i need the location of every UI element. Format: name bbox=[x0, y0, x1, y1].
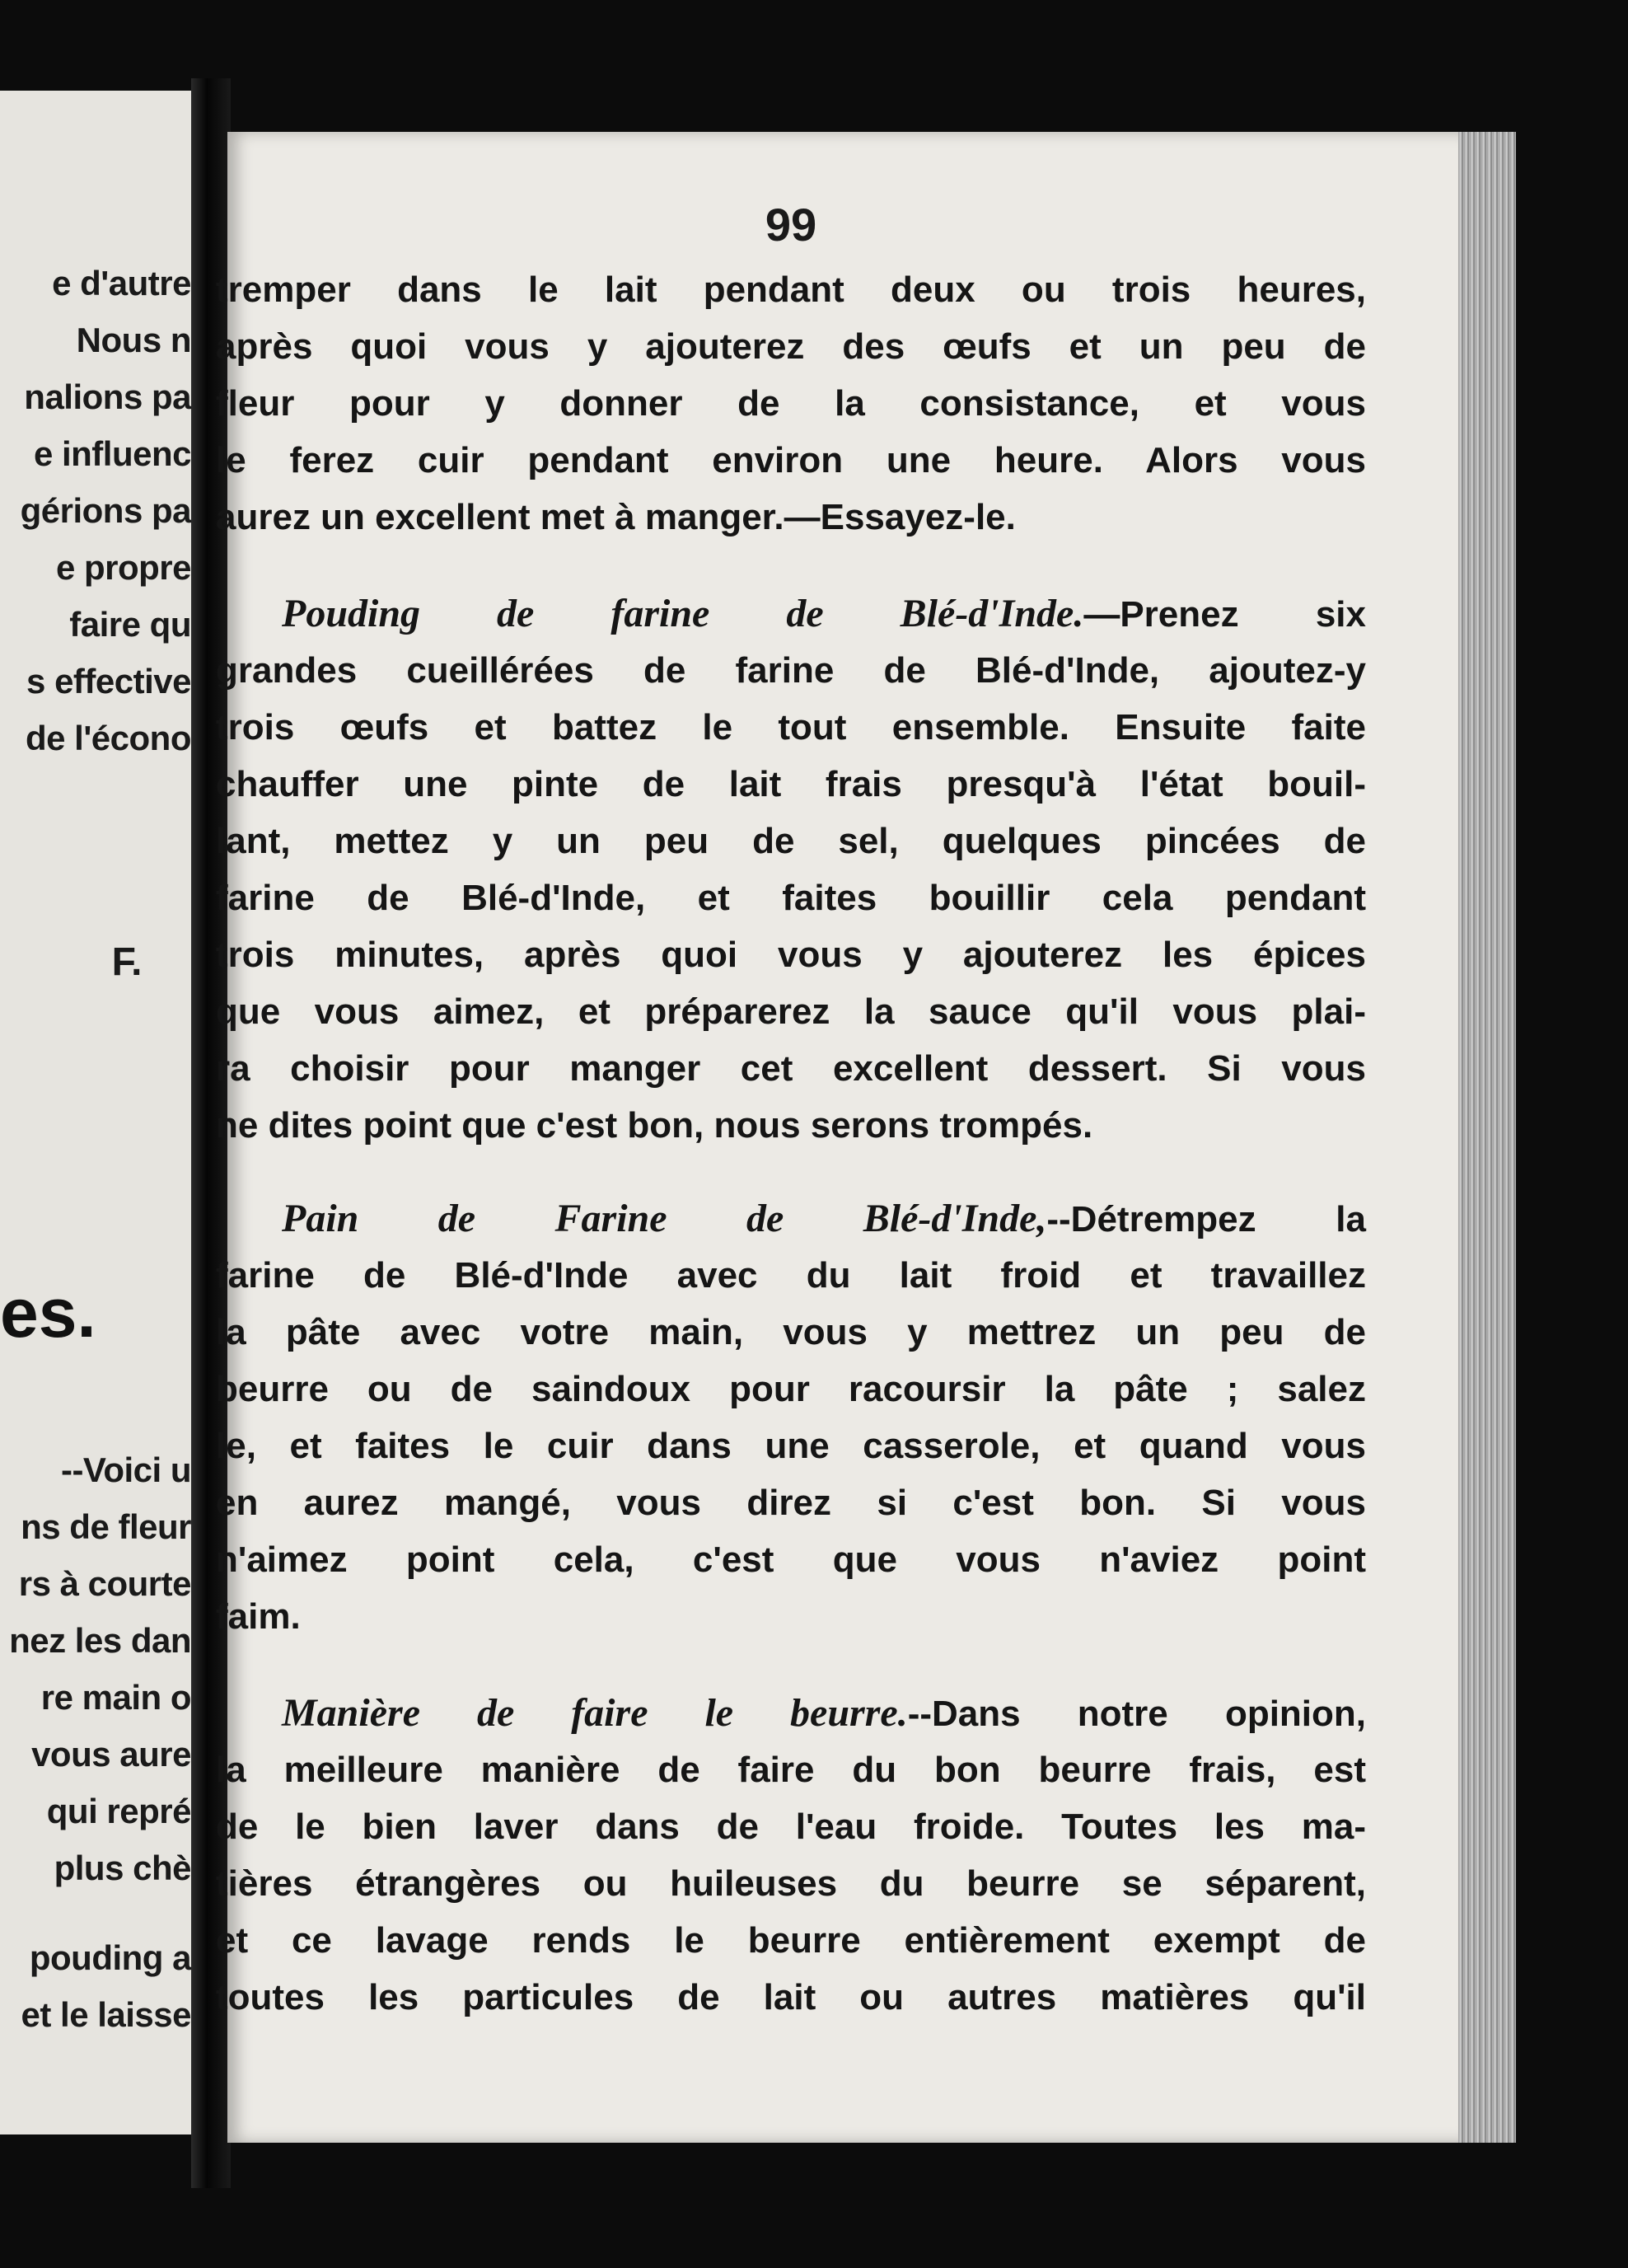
text-line: fleur pour y donner de la consistance, et vous bbox=[216, 383, 1366, 424]
text-run: --Détrempez la bbox=[1046, 1199, 1366, 1239]
recipe-title: Manière de faire le beurre. bbox=[282, 1691, 908, 1735]
left-page-line: ns de fleur bbox=[21, 1507, 191, 1546]
text-line: la pâte avec votre main, vous y mettrez un peu de bbox=[216, 1312, 1366, 1352]
text-line: ne dites point que c'est bon, nous serons trompés. bbox=[216, 1105, 1093, 1146]
text-line: tremper dans le lait pendant deux ou trois heures, bbox=[216, 269, 1366, 310]
text-line: farine de Blé-d'Inde, et faites bouillir cela pendant bbox=[216, 878, 1366, 918]
text-line: en aurez mangé, vous direz si c'est bon. Si vous bbox=[216, 1483, 1366, 1523]
text-run: --Dans notre opinion, bbox=[907, 1694, 1366, 1734]
left-page-line: rs à courte bbox=[18, 1564, 191, 1603]
left-page-line: s effective bbox=[26, 662, 191, 701]
left-page-line: de l'écono bbox=[25, 719, 191, 757]
left-page-line: et le laisse bbox=[21, 1995, 191, 2034]
left-page-line: qui repré bbox=[46, 1792, 191, 1830]
recipe-title-line bbox=[282, 1193, 1366, 1245]
text-line: lant, mettez y un peu de sel, quelques pincées de bbox=[216, 821, 1366, 861]
left-page-signature: F. bbox=[111, 940, 142, 984]
recipe-title-line bbox=[282, 1687, 1366, 1740]
text-line: de le bien laver dans de l'eau froide. Toutes les ma- bbox=[216, 1806, 1366, 1847]
text-line: que vous aimez, et préparerez la sauce qu'il vous plai- bbox=[216, 991, 1366, 1032]
left-page-line: e propre bbox=[55, 548, 191, 587]
text-line: la meilleure manière de faire du bon beurre frais, est bbox=[216, 1750, 1366, 1790]
text-line: trois minutes, après quoi vous y ajouterez les épices bbox=[216, 935, 1366, 975]
left-page-line: plus chè bbox=[54, 1849, 191, 1887]
left-page-line: e influenc bbox=[33, 434, 191, 473]
text-line: faim. bbox=[216, 1596, 301, 1637]
left-page-line: --Voici u bbox=[60, 1450, 191, 1489]
text-line: beurre ou de saindoux pour racoursir la pâte ; salez bbox=[216, 1369, 1366, 1409]
left-page-fragment bbox=[0, 91, 191, 2134]
recipe-title: Pain de Farine de Blé-d'Inde, bbox=[282, 1197, 1047, 1240]
text-line: trois œufs et battez le tout ensemble. Ensuite faite bbox=[216, 707, 1366, 747]
left-page-line: re main o bbox=[40, 1678, 191, 1717]
left-page-line: gérions pa bbox=[20, 491, 191, 530]
text-line: le ferez cuir pendant environ une heure. Alors vous bbox=[216, 440, 1366, 480]
left-page-line: faire qu bbox=[69, 605, 191, 644]
text-line: le, et faites le cuir dans une casserole, et quand vous bbox=[216, 1426, 1366, 1466]
left-page-line: pouding a bbox=[29, 1938, 191, 1977]
text-run: —Prenez six bbox=[1083, 594, 1366, 635]
text-line: aurez un excellent met à manger.—Essayez-le. bbox=[216, 497, 1016, 537]
text-line: n'aimez point cela, c'est que vous n'aviez point bbox=[216, 1539, 1366, 1580]
text-line: grandes cueillérées de farine de Blé-d'Inde, ajoutez-y bbox=[216, 650, 1366, 691]
left-page-line: e d'autre bbox=[52, 264, 191, 302]
recipe-title: Pouding de farine de Blé-d'Inde. bbox=[282, 592, 1084, 635]
text-line: ra choisir pour manger cet excellent dessert. Si vous bbox=[216, 1048, 1366, 1089]
recipe-title-line bbox=[282, 588, 1366, 640]
page-edges bbox=[1458, 132, 1516, 2143]
text-line: et ce lavage rends le beurre entièrement exempt de bbox=[216, 1920, 1366, 1961]
page-number: 99 bbox=[765, 199, 817, 251]
left-page-line: vous aure bbox=[31, 1735, 191, 1774]
left-page-line: Nous n bbox=[76, 321, 191, 359]
text-line: après quoi vous y ajouterez des œufs et un peu de bbox=[216, 326, 1366, 367]
left-page-line: nez les dan bbox=[9, 1621, 191, 1660]
left-page-heading: es. bbox=[0, 1274, 96, 1352]
left-page-line: nalions pa bbox=[24, 377, 191, 416]
text-line: chauffer une pinte de lait frais presqu'à l'état bouil- bbox=[216, 764, 1366, 804]
text-line: toutes les particules de lait ou autres matières qu'il bbox=[216, 1977, 1366, 2017]
text-line: farine de Blé-d'Inde avec du lait froid et travaillez bbox=[216, 1255, 1366, 1296]
text-line: tières étrangères ou huileuses du beurre se séparent, bbox=[216, 1863, 1366, 1904]
